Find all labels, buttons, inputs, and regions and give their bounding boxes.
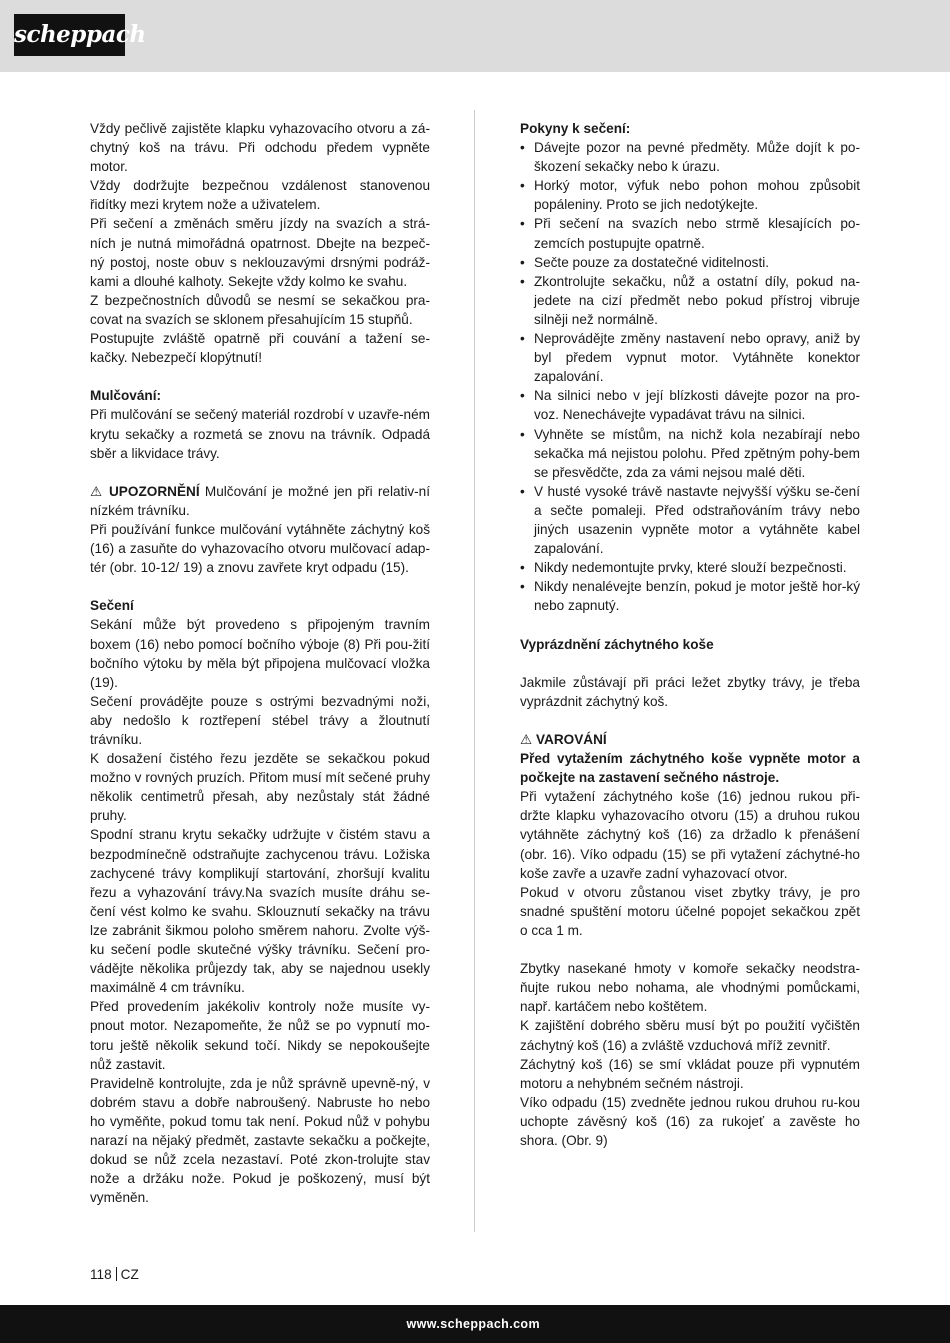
paragraph: Víko odpadu (15) zvedněte jednou rukou druhou ru-kou uchopte závěsný koš (16) za rukojeť a zavěste ho shora. (Obr. 9) [520, 1094, 860, 1148]
paragraph: Jakmile zůstávají při práci ležet zbytky trávy, je třeba vyprázdnit záchytný koš. [520, 674, 860, 709]
paragraph: Vždy dodržujte bezpečnou vzdálenost stanovenou řidítky mezi krytem nože a uživatelem. [90, 178, 430, 213]
paragraph: Z bezpečnostních důvodů se nesmí se sekačkou pra-covat na svazích se sklonem přesahujícím 15 stupňů. [90, 292, 430, 327]
paragraph: Při mulčování se sečený materiál rozdrobí v uzavře-ném krytu sekačky a rozmetá se znovu na trávník. Odpadá sběr a likvidace trávy. [90, 407, 430, 461]
warning-heading [520, 730, 860, 749]
paragraph: Před provedením jakékoliv kontroly nože musíte vy-pnout motor. Nezapomeňte, že nůž se po vypnutí mo-toru ještě několik sekund točí. Nikdy se nepokoušejte nůž zastavit. [90, 999, 430, 1072]
notice-paragraph [90, 482, 430, 520]
paragraph: Při používání funkce mulčování vytáhněte záchytný koš (16) a zasuňte do vyhazovacího otvoru mulčovací adap-tér (obr. 10-12/ 19) a znovu zavřete kryt odpadu (15). [90, 521, 430, 576]
section-heading-emptying: Vyprázdnění záchytného koše [520, 636, 714, 652]
paragraph: Pravidelně kontrolujte, zda je nůž správně upevně-ný, v dobrém stavu a dobře nabroušený. Nabruste ho nebo ho vyměňte, pokud tomu tak není. Pokud nůž v pohybu narazí na nějaký předmět, zastavte sekačku a počkejte, dokud se nůž zcela nezastaví. Poté zkon-trolujte stav nože a držáku nože. Pokud je poškozený, musí být vyměněn. [90, 1075, 430, 1206]
warning-label: VAROVÁNÍ [535, 732, 607, 747]
page-number [90, 1265, 139, 1284]
instructions-list [520, 138, 860, 615]
list-item: • Dávejte pozor na pevné předměty. Může dojít k po-škození sekačky nebo k úrazu. [520, 138, 860, 176]
website-link[interactable]: www.scheppach.com [406, 1317, 540, 1331]
header-band [0, 0, 950, 72]
paragraph: K zajištění dobrého sběru musí být po použití vyčištěn záchytný koš (16) a zvláště vzduchová mříž zevnitř. [520, 1018, 860, 1053]
list-item: • Na silnici nebo v její blízkosti dávejte pozor na pro-voz. Nenechávejte vypadávat trávu na silnici. [520, 386, 860, 424]
section-heading-instructions: Pokyny k sečení: [520, 121, 631, 136]
list-item: • Nikdy nenalévejte benzín, pokud je motor ještě hor-ký nebo zapnutý. [520, 577, 860, 615]
paragraph: K dosažení čistého řezu jezděte se sekačkou pokud možno v rovných pruzích. Přitom musí mít sečené pruhy několik centimetrů přesah, aby nezůstaly stát žádné pruhy. [90, 751, 430, 824]
paragraph: Při vytažení záchytného koše (16) jednou rukou při-držte klapku vyhazovacího otvoru (15) a druhou rukou vytáhněte záchytný koš (16) za držadlo k přenášení (obr. 16). Víko odpadu (15) se při vytažení záchytné-ho koše zavře a uzavře zadní vyhazovací otvor. [520, 789, 860, 881]
list-item: • Vyhněte se místům, na nichž kola nezabírají nebo sekačka má nejistou polohu. Před zpětným pohy-bem se přesvědčte, zda za vámi nejsou malé děti. [520, 425, 860, 482]
page-number-value: 118 [90, 1267, 112, 1282]
notice-label: UPOZORNĚNÍ [108, 483, 200, 499]
paragraph: Sekání může být provedeno s připojeným travním boxem (16) nebo pomocí bočního výboje (8) Při pou-žití bočního výtoku by měla být připojena mulčovací vložka (19). [90, 617, 430, 690]
list-item: • Nikdy nedemontujte prvky, které slouží bezpečnosti. [520, 558, 860, 577]
paragraph: Při sečení a změnách směru jízdy na svazích a strá-ních je nutná mimořádná opatrnost. Dbejte na bezpeč-ný postoj, noste obuv s neklouzavými drsnými podráž-kami a dlouhé kalhoty. Sekejte vždy kolmo ke svahu. [90, 216, 430, 289]
list-item: • Neprovádějte změny nastavení nebo opravy, aniž by byl předem vypnut motor. Vytáhněte konektor zapalování. [520, 329, 860, 386]
warning-triangle-icon: ⚠ [90, 483, 104, 499]
language-code: CZ [120, 1267, 139, 1282]
list-item: • Sečte pouze za dostatečné viditelnosti. [520, 253, 860, 272]
column-divider [474, 110, 475, 1232]
list-item: • V husté vysoké trávě nastavte nejvyšší výšku se-čení a sečte pomaleji. Před odstraňováním trávy nebo jiných usazenin vypněte motor a vytáhněte kabel zapalování. [520, 482, 860, 558]
paragraph: Sečení provádějte pouze s ostrými bezvadnými noži, aby nedošlo k roztřepení stébel trávy a žloutnutí trávníku. [90, 693, 430, 747]
section-heading-mulching: Mulčování: [90, 388, 161, 404]
brand-logo: scheppach [14, 14, 125, 56]
warning-triangle-icon: ⚠ [520, 732, 533, 747]
right-column [520, 119, 860, 1150]
left-column [90, 119, 430, 1207]
footer-band [0, 1305, 950, 1343]
paragraph: Zbytky nasekané hmoty v komoře sekačky neodstra-ňujte rukou nebo nohama, ale vhodnými pomůckami, např. kartáčem nebo koštětem. [520, 961, 860, 1015]
list-item: • Horký motor, výfuk nebo pohon mohou způsobit popáleniny. Proto se jich nedotýkejte. [520, 176, 860, 214]
page-number-separator [116, 1267, 117, 1281]
warning-bold-text: Před vytažením záchytného koše vypněte motor a počkejte na zastavení sečného nástroje. [520, 751, 860, 786]
paragraph: Vždy pečlivě zajistěte klapku vyhazovacího otvoru a zá-chytný koš na trávu. Při odchodu předem vypněte motor. [90, 121, 430, 175]
list-item: • Při sečení na svazích nebo strmě klesajících po-zemcích postupujte opatrně. [520, 214, 860, 252]
notice-text: Mulčování je možné jen při relativ-ní nízkém trávníku. [90, 483, 431, 518]
paragraph: Pokud v otvoru zůstanou viset zbytky trávy, je pro snadné spuštění motoru účelné popojet sekačkou zpět o cca 1 m. [520, 884, 860, 938]
list-item: • Zkontrolujte sekačku, nůž a ostatní díly, pokud na-jedete na cizí předmět nebo pokud přístroj vibruje silněji než normálně. [520, 272, 860, 329]
paragraph: Záchytný koš (16) se smí vkládat pouze při vypnutém motoru a nehybném sečném nástroji. [520, 1056, 860, 1091]
section-heading-cutting: Sečení [90, 598, 134, 614]
paragraph: Postupujte zvláště opatrně při couvání a tažení se-kačky. Nebezpečí klopýtnutí! [90, 331, 430, 366]
paragraph: Spodní stranu krytu sekačky udržujte v čistém stavu a bezpodmínečně odstraňujte zachycenou trávu. Ložiska zachycené trávy komplikují startování, zhoršují kvalitu řezu a vyhazování trávy.Na svazích musíte dráhu se-čení vést kolmo ke svahu. Sklouznutí sekačky na trávu lze zabránit šikmou poloho směrem nahoru. Zvolte výš-ku sečení podle skutečné výšky trávníku. Sečení pro-vádějte několika průjezdy tak, aby se najednou usekly maximálně 4 cm trávníku. [90, 827, 430, 996]
